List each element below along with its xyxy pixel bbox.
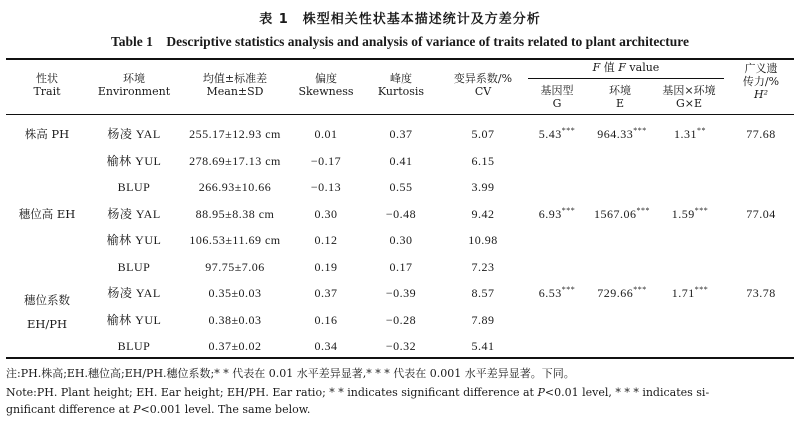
row-skewness: 0.12 [314,233,338,247]
f-environment: 964.33*** [597,126,647,141]
bottom-rule [6,357,794,359]
trait-label: 株高 PH [24,127,70,141]
f-gxe: 1.31** [674,126,706,141]
row-kurtosis: 0.17 [389,259,413,274]
row-cv: 6.15 [471,153,495,168]
row-cv: 3.99 [471,180,495,194]
note-cn: 注:PH.株高;EH.穗位高;EH/PH.穗位系数;* * 代表在 0.01 水平差异显著,* * * 代表在 0.001 水平差异显著。下同。 [6,367,575,380]
row-kurtosis: −0.28 [385,312,417,327]
row-kurtosis: 0.41 [389,153,413,168]
row-mean-sd: 255.17±12.93 cm [189,127,281,141]
trait-label: 穗位高 EH [18,206,76,221]
row-mean-sd: 0.37±0.02 [208,339,262,353]
row-cv: 5.41 [471,339,495,353]
header-trait: 性状 Trait [33,72,61,98]
f-environment: 1567.06*** [594,205,650,221]
row-mean-sd: 106.53±11.69 cm [189,233,281,247]
f-gxe: 1.71*** [671,285,709,300]
heritability-value: 77.68 [746,127,776,141]
row-skewness: −0.13 [310,180,342,194]
row-kurtosis: 0.37 [389,127,413,141]
row-cv: 8.57 [471,286,495,300]
row-environment: 杨凌 YAL [107,127,161,141]
row-environment: 榆林 YUL [106,153,162,168]
row-skewness: 0.16 [314,312,338,327]
row-mean-sd: 278.69±17.13 cm [189,153,281,168]
row-skewness: 0.37 [314,286,338,300]
row-skewness: 0.19 [314,259,338,274]
row-skewness: 0.34 [314,339,338,353]
row-environment: BLUP [117,180,151,194]
header-env-e: 环境 E [609,84,631,110]
f-genotype: 6.53*** [538,285,576,300]
row-cv: 10.98 [468,233,498,247]
header-heritability: 广义遗 传力/% H² [742,62,780,101]
table-title-en: Table 1 Descriptive statistics analysis and analysis of variance of traits related to plant architecture [110,34,690,49]
row-environment: 榆林 YUL [106,233,162,247]
row-mean-sd: 0.38±0.03 [208,312,262,327]
row-environment: 榆林 YUL [106,312,162,327]
f-value-subrule [528,78,724,79]
header-gxe: 基因×环境 G×E [662,84,716,110]
row-mean-sd: 266.93±10.66 [198,180,272,194]
row-cv: 9.42 [471,206,495,221]
row-cv: 7.89 [471,312,495,327]
row-environment: 杨凌 YAL [107,286,161,300]
heritability-value: 73.78 [746,286,776,300]
row-skewness: −0.17 [310,153,342,168]
row-kurtosis: −0.32 [385,339,417,353]
header-skewness: 偏度 Skewness [298,72,354,98]
table-title-cn: 表 1 株型相关性状基本描述统计及方差分析 [259,12,541,27]
header-genotype: 基因型 G [540,84,574,110]
f-gxe: 1.59*** [671,205,709,221]
header-f-value: F 值 F value [592,61,660,74]
header-mean-sd: 均值±标准差 Mean±SD [202,72,268,98]
heritability-value: 77.04 [746,206,776,221]
f-environment: 729.66*** [597,285,647,300]
header-rule [6,114,794,115]
row-environment: BLUP [117,339,151,353]
row-mean-sd: 88.95±8.38 cm [195,206,275,221]
header-environment: 环境 Environment [97,72,171,98]
row-environment: BLUP [117,259,151,274]
row-mean-sd: 0.35±0.03 [208,286,262,300]
f-genotype: 6.93*** [538,205,576,221]
header-kurtosis: 峰度 Kurtosis [377,72,425,98]
trait-label: 穗位系数 EH/PH [24,293,70,331]
row-cv: 5.07 [471,127,495,141]
row-kurtosis: 0.30 [389,233,413,247]
note-en: Note:PH. Plant height; EH. Ear height; EH/PH. Ear ratio; * * indicates significant difference at P<0.01 level, * * * indicates si- gnificant difference at P<0.001 level. The same below. [6,386,710,416]
row-kurtosis: −0.39 [385,286,417,300]
f-genotype: 5.43*** [538,126,576,141]
header-cv: 变异系数/% CV [453,72,513,98]
row-skewness: 0.30 [314,206,338,221]
row-environment: 杨凌 YAL [107,206,161,221]
row-skewness: 0.01 [314,127,338,141]
row-cv: 7.23 [471,259,495,274]
row-kurtosis: −0.48 [385,206,417,221]
row-mean-sd: 97.75±7.06 [205,259,265,274]
top-rule [6,58,794,60]
row-kurtosis: 0.55 [389,180,413,194]
